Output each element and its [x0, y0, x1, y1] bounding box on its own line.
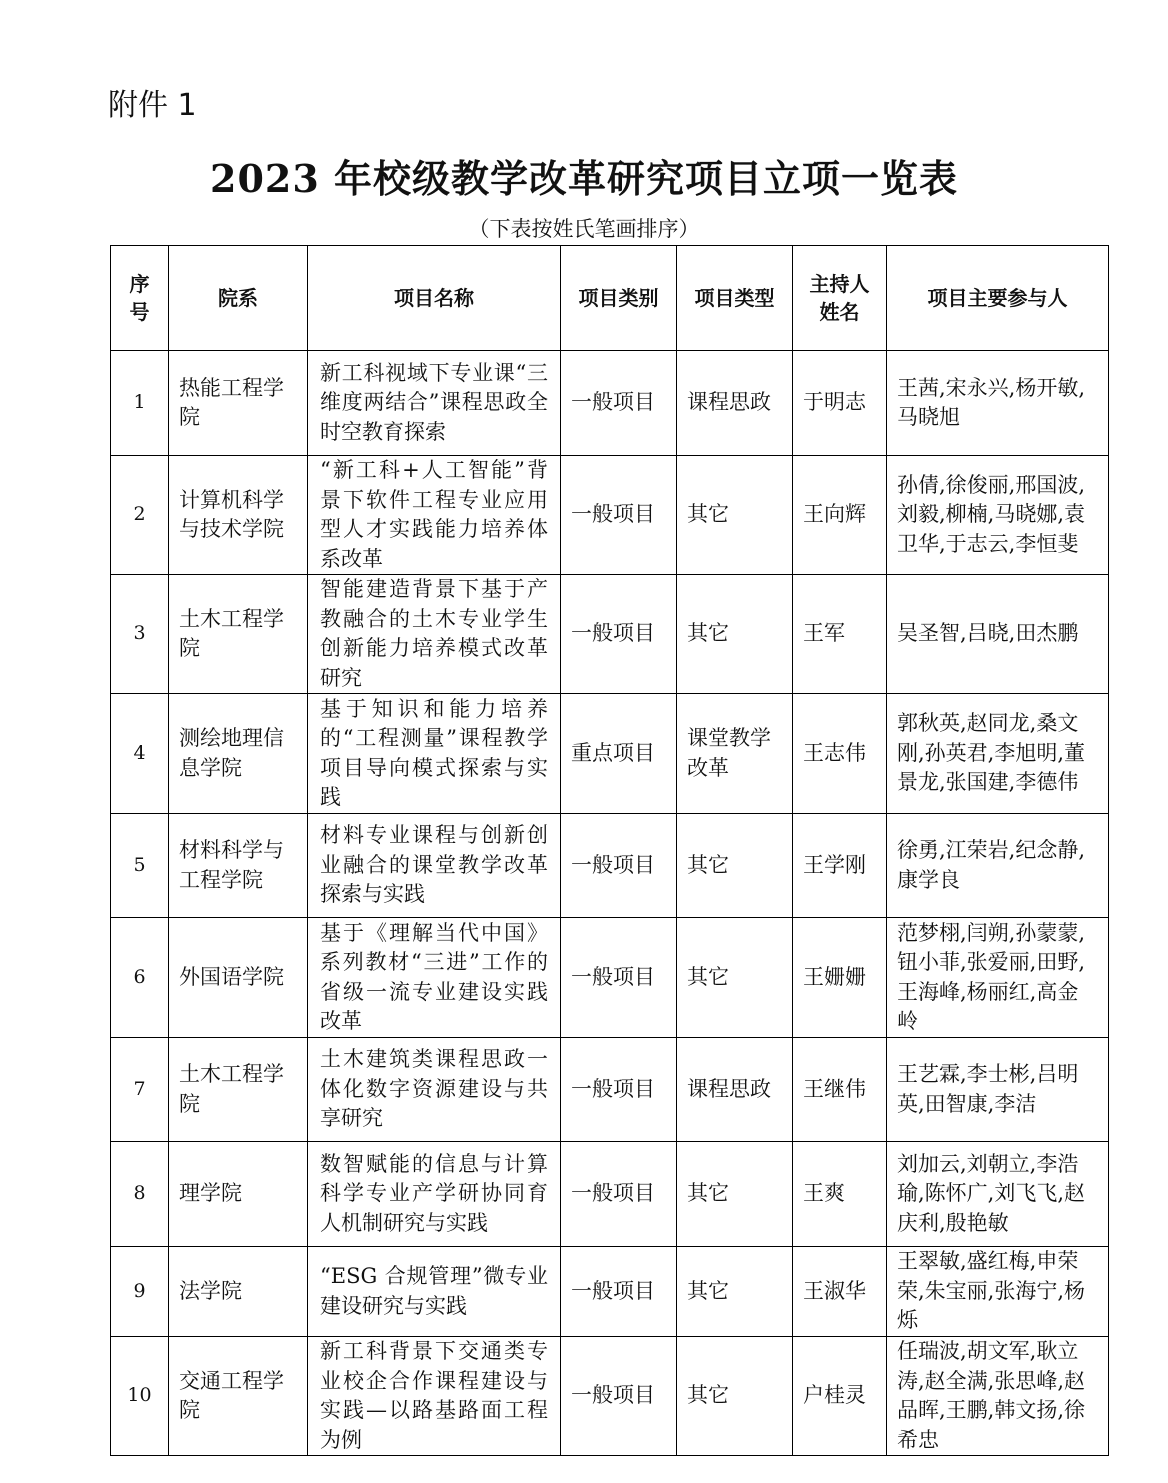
row-category: 重点项目 — [561, 694, 677, 814]
row-leader: 王继伟 — [793, 1038, 887, 1142]
row-leader: 王爽 — [793, 1142, 887, 1247]
row-type: 课堂教学改革 — [677, 694, 793, 814]
row-index: 2 — [111, 456, 169, 575]
row-college: 法学院 — [169, 1247, 308, 1337]
row-college: 计算机科学与技术学院 — [169, 456, 308, 575]
row-index: 4 — [111, 694, 169, 814]
row-college: 土木工程学院 — [169, 1038, 308, 1142]
table-row — [111, 456, 1109, 575]
row-type: 其它 — [677, 1337, 793, 1456]
row-project-name: 土木建筑类课程思政一体化数字资源建设与共享研究 — [308, 1038, 561, 1142]
header-project-name: 项目名称 — [308, 246, 561, 351]
row-participants: 王茜,宋永兴,杨开敏,马晓旭 — [887, 351, 1109, 456]
page-title: 2023 年校级教学改革研究项目立项一览表 — [210, 156, 958, 201]
row-index: 6 — [111, 918, 169, 1038]
row-project-name: 数智赋能的信息与计算科学专业产学研协同育人机制研究与实践 — [308, 1142, 561, 1247]
row-college: 土木工程学院 — [169, 575, 308, 694]
row-project-name: 基于知识和能力培养的“工程测量”课程教学项目导向模式探索与实践 — [308, 694, 561, 814]
project-table — [110, 245, 1109, 1456]
row-type: 其它 — [677, 1142, 793, 1247]
header-college: 院系 — [169, 246, 308, 351]
row-type: 其它 — [677, 456, 793, 575]
row-college: 材料科学与工程学院 — [169, 814, 308, 918]
header-category: 项目类别 — [561, 246, 677, 351]
row-participants: 范梦栩,闫朔,孙蒙蒙,钮小菲,张爱丽,田野,王海峰,杨丽红,高金岭 — [887, 918, 1109, 1038]
row-participants: 王艺霖,李士彬,吕明英,田智康,李洁 — [887, 1038, 1109, 1142]
row-index: 5 — [111, 814, 169, 918]
header-type: 项目类型 — [677, 246, 793, 351]
row-leader: 王军 — [793, 575, 887, 694]
table-row — [111, 1142, 1109, 1247]
row-category: 一般项目 — [561, 918, 677, 1038]
row-participants: 徐勇,江荣岩,纪念静,康学良 — [887, 814, 1109, 918]
row-leader: 王学刚 — [793, 814, 887, 918]
row-category: 一般项目 — [561, 1038, 677, 1142]
row-category: 一般项目 — [561, 351, 677, 456]
row-category: 一般项目 — [561, 1142, 677, 1247]
row-participants: 郭秋英,赵同龙,桑文刚,孙英君,李旭明,董景龙,张国建,李德伟 — [887, 694, 1109, 814]
row-index: 10 — [111, 1337, 169, 1456]
row-leader: 王向辉 — [793, 456, 887, 575]
sort-note: （下表按姓氏笔画排序） — [468, 217, 700, 241]
row-index: 1 — [111, 351, 169, 456]
table-row — [111, 1247, 1109, 1337]
table-row — [111, 918, 1109, 1038]
row-participants: 王翠敏,盛红梅,申荣荣,朱宝丽,张海宁,杨烁 — [887, 1247, 1109, 1337]
row-college: 交通工程学院 — [169, 1337, 308, 1456]
row-type: 其它 — [677, 918, 793, 1038]
row-category: 一般项目 — [561, 1247, 677, 1337]
row-participants: 吴圣智,吕晓,田杰鹏 — [887, 575, 1109, 694]
table-row — [111, 1337, 1109, 1456]
row-project-name: “ESG 合规管理”微专业建设研究与实践 — [308, 1247, 561, 1337]
row-leader: 于明志 — [793, 351, 887, 456]
table-row — [111, 694, 1109, 814]
row-type: 课程思政 — [677, 351, 793, 456]
row-index: 3 — [111, 575, 169, 694]
row-college: 测绘地理信息学院 — [169, 694, 308, 814]
attachment-label: 附件 1 — [108, 88, 197, 123]
row-participants: 任瑞波,胡文军,耿立涛,赵全满,张思峰,赵品晖,王鹏,韩文扬,徐希忠 — [887, 1337, 1109, 1456]
row-college: 理学院 — [169, 1142, 308, 1247]
row-leader: 户桂灵 — [793, 1337, 887, 1456]
row-participants: 孙倩,徐俊丽,邢国波,刘毅,柳楠,马晓娜,袁卫华,于志云,李恒斐 — [887, 456, 1109, 575]
row-category: 一般项目 — [561, 456, 677, 575]
header-leader: 主持人姓名 — [793, 246, 887, 351]
table-row — [111, 351, 1109, 456]
row-college: 外国语学院 — [169, 918, 308, 1038]
row-project-name: 材料专业课程与创新创业融合的课堂教学改革探索与实践 — [308, 814, 561, 918]
row-type: 其它 — [677, 814, 793, 918]
table-header-row — [111, 246, 1109, 351]
header-participants: 项目主要参与人 — [887, 246, 1109, 351]
row-participants: 刘加云,刘朝立,李浩瑜,陈怀广,刘飞飞,赵庆利,殷艳敏 — [887, 1142, 1109, 1247]
row-project-name: 基于《理解当代中国》系列教材“三进”工作的省级一流专业建设实践改革 — [308, 918, 561, 1038]
table-row — [111, 575, 1109, 694]
row-project-name: “新工科+人工智能”背景下软件工程专业应用型人才实践能力培养体系改革 — [308, 456, 561, 575]
row-index: 8 — [111, 1142, 169, 1247]
row-project-name: 新工科视域下专业课“三维度两结合”课程思政全时空教育探索 — [308, 351, 561, 456]
row-type: 其它 — [677, 1247, 793, 1337]
row-leader: 王淑华 — [793, 1247, 887, 1337]
table-row — [111, 1038, 1109, 1142]
row-type: 其它 — [677, 575, 793, 694]
row-leader: 王姗姗 — [793, 918, 887, 1038]
row-category: 一般项目 — [561, 814, 677, 918]
row-category: 一般项目 — [561, 1337, 677, 1456]
row-index: 7 — [111, 1038, 169, 1142]
row-college: 热能工程学院 — [169, 351, 308, 456]
table-row — [111, 814, 1109, 918]
row-type: 课程思政 — [677, 1038, 793, 1142]
row-project-name: 新工科背景下交通类专业校企合作课程建设与实践—以路基路面工程为例 — [308, 1337, 561, 1456]
row-index: 9 — [111, 1247, 169, 1337]
row-project-name: 智能建造背景下基于产教融合的土木专业学生创新能力培养模式改革研究 — [308, 575, 561, 694]
header-index: 序号 — [111, 246, 169, 351]
row-category: 一般项目 — [561, 575, 677, 694]
row-leader: 王志伟 — [793, 694, 887, 814]
